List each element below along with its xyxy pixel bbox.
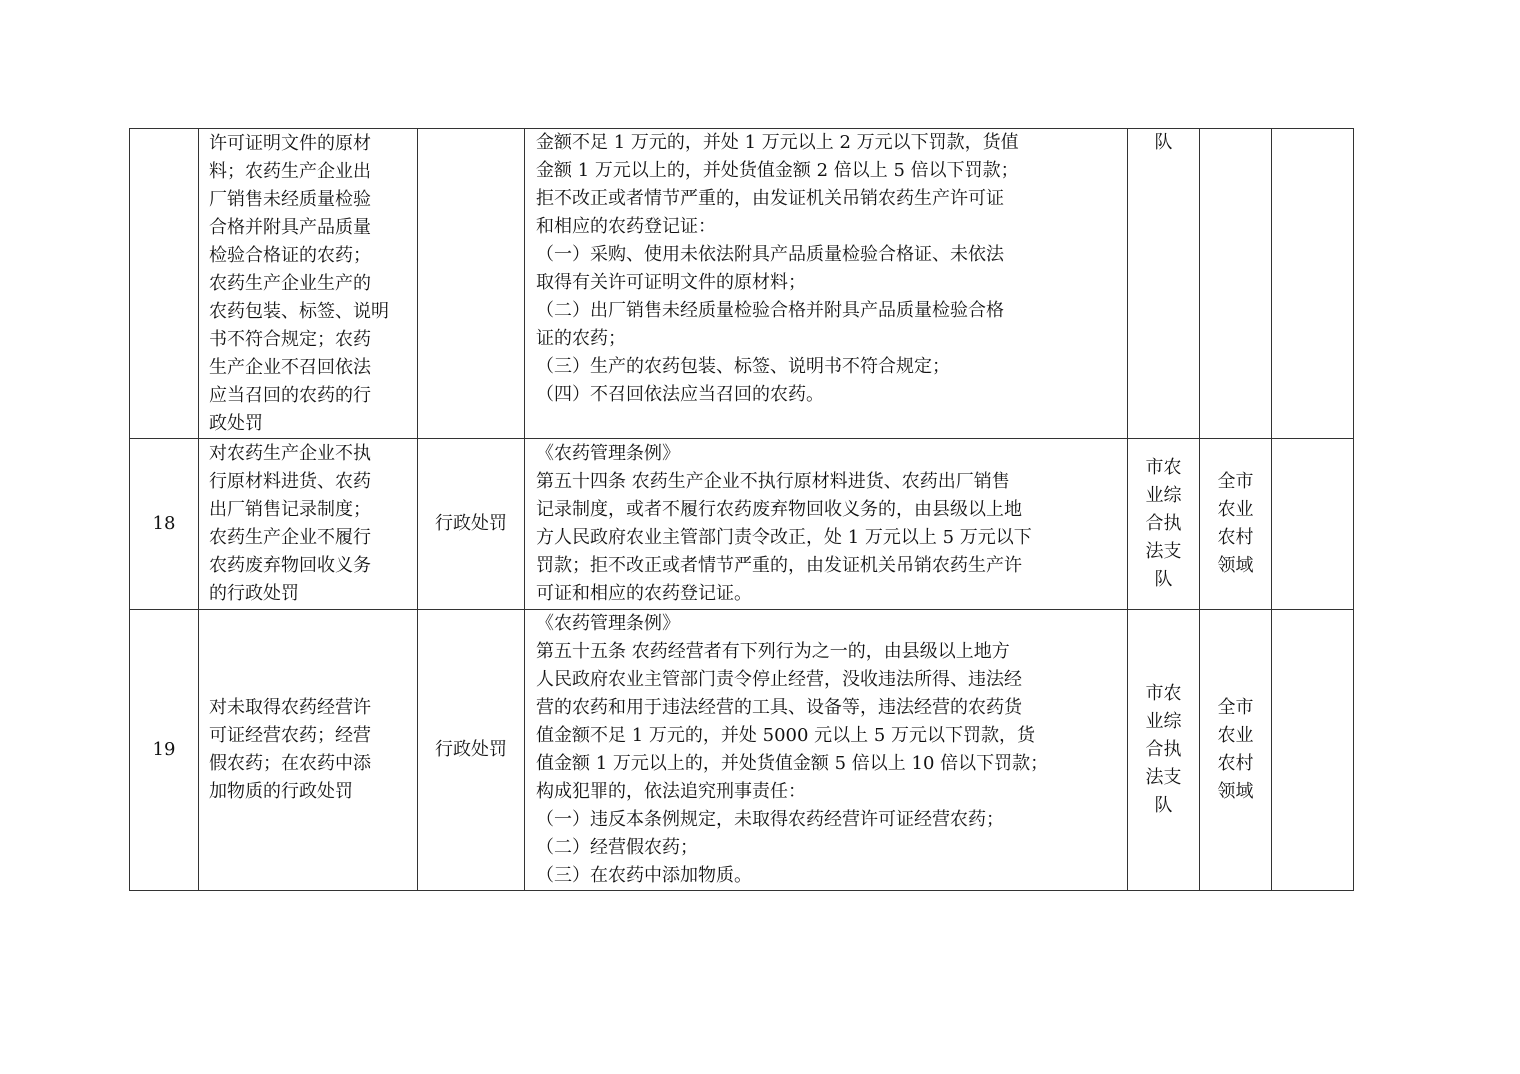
item-name: 对未取得农药经营许 可证经营农药；经营 假农药；在农药中添 加物质的行政处罚 [199, 610, 418, 891]
power-type: 行政处罚 [418, 610, 525, 891]
implementing-department: 队 [1128, 129, 1200, 439]
row-number: 19 [130, 610, 199, 891]
table-row [130, 610, 1354, 891]
scope [1200, 129, 1272, 439]
legal-basis: 《农药管理条例》 第五十四条 农药生产企业不执行原材料进货、农药出厂销售 记录制度，或者不履行农药废弃物回收义务的，由县级以上地 方人民政府农业主管部门责令改正，处 1 万元以上 5 万元以下 罚款；拒不改正或者情节严重的，由发证机关吊销农药生产许 可证和相应的农药登记证。 [525, 439, 1128, 610]
item-name: 对农药生产企业不执 行原材料进货、农药 出厂销售记录制度； 农药生产企业不履行 农药废弃物回收义务 的行政处罚 [199, 439, 418, 610]
remarks [1272, 610, 1354, 891]
legal-basis: 《农药管理条例》 第五十五条 农药经营者有下列行为之一的，由县级以上地方 人民政府农业主管部门责令停止经营，没收违法所得、违法经 营的农药和用于违法经营的工具、设备等，违法经营的农药货 值金额不足 1 万元的，并处 5000 元以上 5 万元以下罚款，货 值金额 1 万元以上的，并处货值金额 5 倍以上 10 倍以下罚款； 构成犯罪的，依法追究刑事责任： （一）违反本条例规定，未取得农药经营许可证经营农药； （二）经营假农药； （三）在农药中添加物质。 [525, 610, 1128, 891]
row-number: 18 [130, 439, 199, 610]
row-number [130, 129, 199, 439]
remarks [1272, 129, 1354, 439]
implementing-department: 市农 业综 合执 法支 队 [1128, 439, 1200, 610]
legal-basis: 金额不足 1 万元的，并处 1 万元以上 2 万元以下罚款，货值 金额 1 万元以上的，并处货值金额 2 倍以上 5 倍以下罚款； 拒不改正或者情节严重的，由发证机关吊销农药生产许可证 和相应的农药登记证： （一）采购、使用未依法附具产品质量检验合格证、未依法 取得有关许可证明文件的原材料； （二）出厂销售未经质量检验合格并附具产品质量检验合格 证的农药； （三）生产的农药包装、标签、说明书不符合规定； （四）不召回依法应当召回的农药。 [525, 129, 1128, 439]
table-row [130, 129, 1354, 439]
scope: 全市 农业 农村 领域 [1200, 439, 1272, 610]
remarks [1272, 439, 1354, 610]
item-name: 许可证明文件的原材 料；农药生产企业出 厂销售未经质量检验 合格并附具产品质量 检验合格证的农药； 农药生产企业生产的 农药包装、标签、说明 书不符合规定；农药 生产企业不召回依法 应当召回的农药的行 政处罚 [199, 129, 418, 439]
table-row [130, 439, 1354, 610]
power-type [418, 129, 525, 439]
implementing-department: 市农 业综 合执 法支 队 [1128, 610, 1200, 891]
authority-table [129, 128, 1354, 891]
scope: 全市 农业 农村 领域 [1200, 610, 1272, 891]
power-type: 行政处罚 [418, 439, 525, 610]
